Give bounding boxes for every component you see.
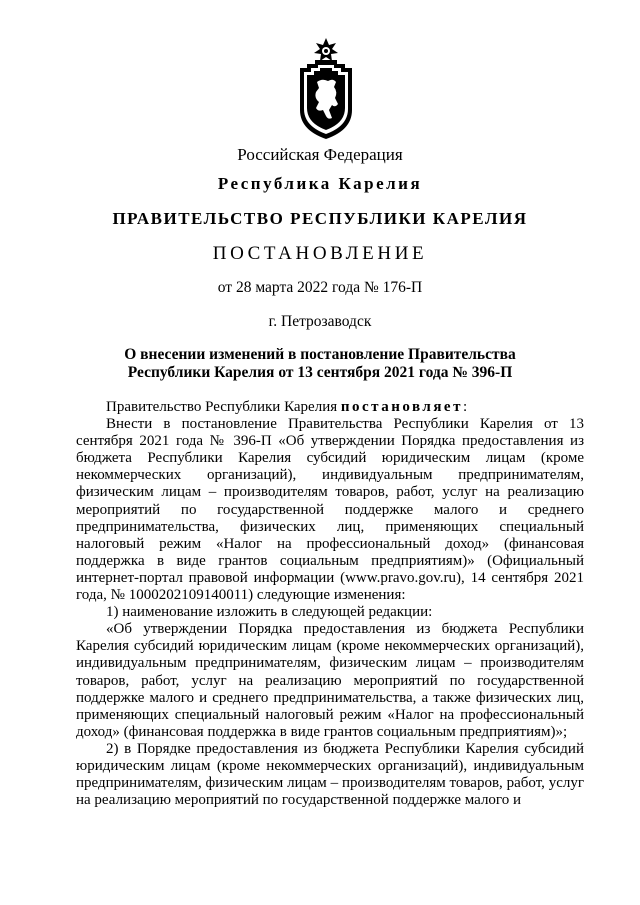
intro-resolves: постановляет (340, 399, 463, 415)
paragraph-2: 1) наименование изложить в следующей редакции: (106, 604, 433, 621)
intro-colon: : (462, 399, 468, 415)
paragraph-4: 2) в Порядке предоставления из бюджета Республики Карелия субсидий юридическим лицам (кроме некоммерческих организаций), индивидуальным предпринимателям, физическим лицам – производителям товаров, работ, услуг на реализацию мероприятий по государственной поддержке малого и (76, 740, 584, 809)
karelia-coat-of-arms-icon (297, 38, 355, 140)
document-subject (80, 346, 560, 382)
subject-line-2: Республики Карелия от 13 сентября 2021 года № 396-П (127, 364, 513, 381)
document-body (76, 399, 584, 809)
intro-paragraph (76, 399, 584, 416)
paragraph-3: «Об утверждении Порядка предоставления из бюджета Республики Карелия субсидий юридическим лицам (кроме некоммерческих организаций), индивидуальным предпринимателям, физическим лицам – производителям товаров, работ, услуг на реализацию мероприятий по государственной поддержке малого и среднего предпринимательства, а также физических лиц, применяющих специальный налоговый режим «Налог на профессиональный доход» (финансовая поддержка в виде грантов социальным предприятиям)»; (76, 621, 584, 740)
intro-text: Правительство Республики Карелия (106, 399, 341, 415)
document-city: г. Петрозаводск (268, 313, 372, 330)
paragraph-1: Внести в постановление Правительства Республики Карелия от 13 сентября 2021 года № 396-П «Об утверждении Порядка предоставления из бюджета Республики Карелия субсидий юридическим лицам (кроме некоммерческих организаций), индивидуальным предпринимателям, физическим лицам – производителям товаров, работ, услуг на реализацию мероприятий по государственной поддержке малого и среднего предпринимательства, физических лиц, применяющих специальный налоговый режим «Налог на профессиональный доход» (финансовая поддержка в виде грантов социальным предприятиям)» (Официальный интернет-портал правовой информации (www.pravo.gov.ru), 14 сентября 2021 года, № 1000202109140011) следующие изменения: (76, 416, 584, 604)
country-name: Российская Федерация (237, 145, 403, 164)
government-title: ПРАВИТЕЛЬСТВО РЕСПУБЛИКИ КАРЕЛИЯ (112, 209, 528, 228)
document-type: ПОСТАНОВЛЕНИЕ (212, 243, 428, 264)
republic-name: Республика Карелия (217, 174, 423, 193)
subject-line-1: О внесении изменений в постановление Правительства (124, 346, 516, 363)
document-date-number: от 28 марта 2022 года № 176-П (217, 279, 423, 296)
